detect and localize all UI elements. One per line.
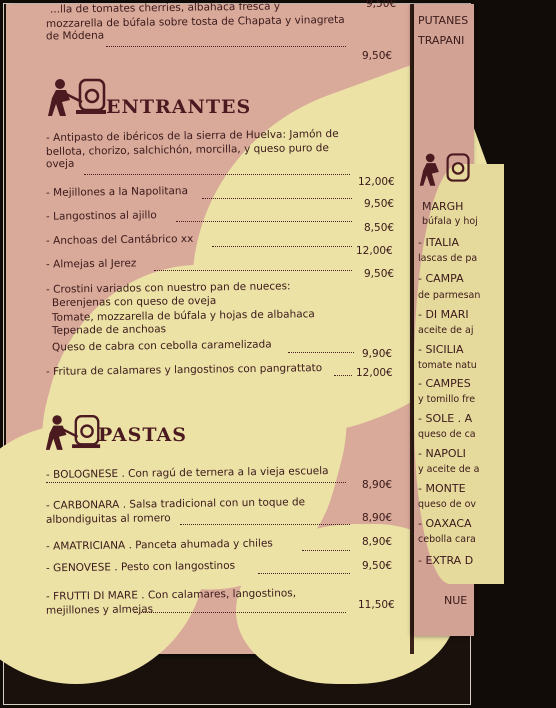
right-line-14: y tomillo fre <box>418 394 476 405</box>
menu-page-right <box>414 4 481 636</box>
entrante-6-line-4: Tepenade de anchoas <box>51 323 167 337</box>
entrante-7-price: 12,00€ <box>356 367 393 379</box>
right-line-19: - MONTE <box>418 482 466 495</box>
right-line-10: aceite de aj <box>418 325 474 336</box>
entrante-1-line-1: - Antipasto de ibéricos de la sierra de Huelva: Jamón de <box>45 127 339 145</box>
top-price-3: 9,50€ <box>362 50 393 62</box>
right-line-1: PUTANES <box>418 14 469 27</box>
dot-leader <box>106 46 346 47</box>
dot-leader <box>46 482 346 483</box>
dot-leader <box>334 375 352 376</box>
pasta-2-line-2: albondiguitas al romero <box>45 512 171 526</box>
pasta-2-price: 8,90€ <box>362 512 393 524</box>
dot-leader <box>258 573 350 574</box>
right-line-4: búfala y hoj <box>422 216 478 227</box>
right-line-15: - SOLE . A <box>418 412 473 425</box>
right-line-6: lascas de pa <box>418 253 478 264</box>
chef-oven-icon <box>44 412 102 456</box>
dot-leader <box>84 174 350 175</box>
right-line-11: - SICILIA <box>418 343 464 356</box>
dot-leader <box>302 550 350 551</box>
pasta-4-price: 9,50€ <box>362 560 393 572</box>
right-line-9: - DI MARI <box>418 308 469 321</box>
dot-leader <box>154 270 352 271</box>
photo-frame <box>3 0 481 705</box>
pasta-2-line-1: - CARBONARA . Salsa tradicional con un toque de <box>45 496 306 512</box>
right-line-8: de parmesan <box>418 290 481 301</box>
entrante-1-price: 12,00€ <box>358 176 395 188</box>
pasta-1: - BOLOGNESE . Con ragú de ternera a la vieja escuela <box>45 465 329 481</box>
right-line-23: - EXTRA D <box>418 554 474 567</box>
entrante-4: - Anchoas del Cantábrico xx <box>45 232 194 248</box>
top-line-3: de Módena <box>45 29 105 43</box>
entrante-6-line-3: Tomate, mozzarella de búfala y hojas de albahaca <box>51 308 315 324</box>
chef-oven-icon <box>46 76 108 122</box>
dot-leader <box>134 612 346 613</box>
right-line-16: queso de ca <box>418 429 476 440</box>
dot-leader <box>180 524 350 525</box>
pasta-5-line-1: - FRUTTI DI MARE . Con calamares, langostinos, <box>45 587 297 603</box>
dot-leader <box>202 198 352 199</box>
right-line-12: tomate natu <box>418 360 477 371</box>
entrante-1-line-2: bellota, chorizo, salchichón, morcilla, y queso puro de <box>45 142 329 158</box>
right-line-17: - NAPOLI <box>418 447 466 460</box>
right-line-5: - ITALIA <box>418 236 459 249</box>
top-price-1: 9,50€ <box>366 0 397 10</box>
entrante-4-price: 12,00€ <box>356 245 393 257</box>
pasta-3-price: 8,90€ <box>362 536 393 548</box>
entrante-5: - Almejas al Jerez <box>45 257 137 271</box>
dot-leader <box>212 246 352 247</box>
right-line-20: queso de ov <box>418 499 477 510</box>
right-line-13: - CAMPES <box>418 377 471 390</box>
entrante-3: - Langostinos al ajillo <box>45 209 157 223</box>
pasta-1-price: 8,90€ <box>362 479 393 491</box>
entrante-6-line-5: Queso de cabra con cebolla caramelizada <box>51 338 272 354</box>
right-line-7: - CAMPA <box>418 272 464 285</box>
menu-page-left <box>6 0 410 654</box>
entrante-1-line-3: oveja <box>45 157 75 171</box>
entrante-6-price: 9,90€ <box>362 348 393 360</box>
right-line-3: MARGH <box>422 200 464 213</box>
right-line-22: cebolla cara <box>418 534 476 545</box>
entrante-7: - Fritura de calamares y langostinos con pangrattato <box>45 362 323 378</box>
dot-leader <box>288 352 354 353</box>
entrante-3-price: 8,50€ <box>364 222 395 234</box>
entrante-6-line-2: Berenjenas con queso de oveja <box>51 294 217 310</box>
chef-oven-icon <box>418 150 472 192</box>
top-line-2: mozzarella de búfala sobre tosta de Chapata y vinagreta <box>45 13 345 31</box>
top-line-1: ...lla de tomates cherries, albahaca fresca y <box>49 0 281 16</box>
right-line-2: TRAPANI <box>418 34 465 47</box>
right-line-24: NUE <box>444 594 468 607</box>
pasta-5-line-2: mejillones y almejas <box>45 603 154 617</box>
pasta-4: - GENOVESE . Pesto con langostinos <box>45 559 236 575</box>
pasta-5-price: 11,50€ <box>358 599 395 611</box>
right-line-18: y aceite de a <box>418 464 480 475</box>
entrante-6-line-1: - Crostini variados con nuestro pan de nueces: <box>45 280 291 296</box>
right-line-21: - OAXACA <box>418 517 472 530</box>
pasta-3: - AMATRICIANA . Panceta ahumada y chiles <box>45 537 273 553</box>
entrante-5-price: 9,50€ <box>364 268 395 280</box>
pastas-heading: PASTAS <box>98 424 187 446</box>
entrante-2: - Mejillones a la Napolitana <box>45 185 189 199</box>
entrantes-heading: ENTRANTES <box>106 96 252 118</box>
dot-leader <box>176 221 352 222</box>
entrante-2-price: 9,50€ <box>364 198 395 210</box>
